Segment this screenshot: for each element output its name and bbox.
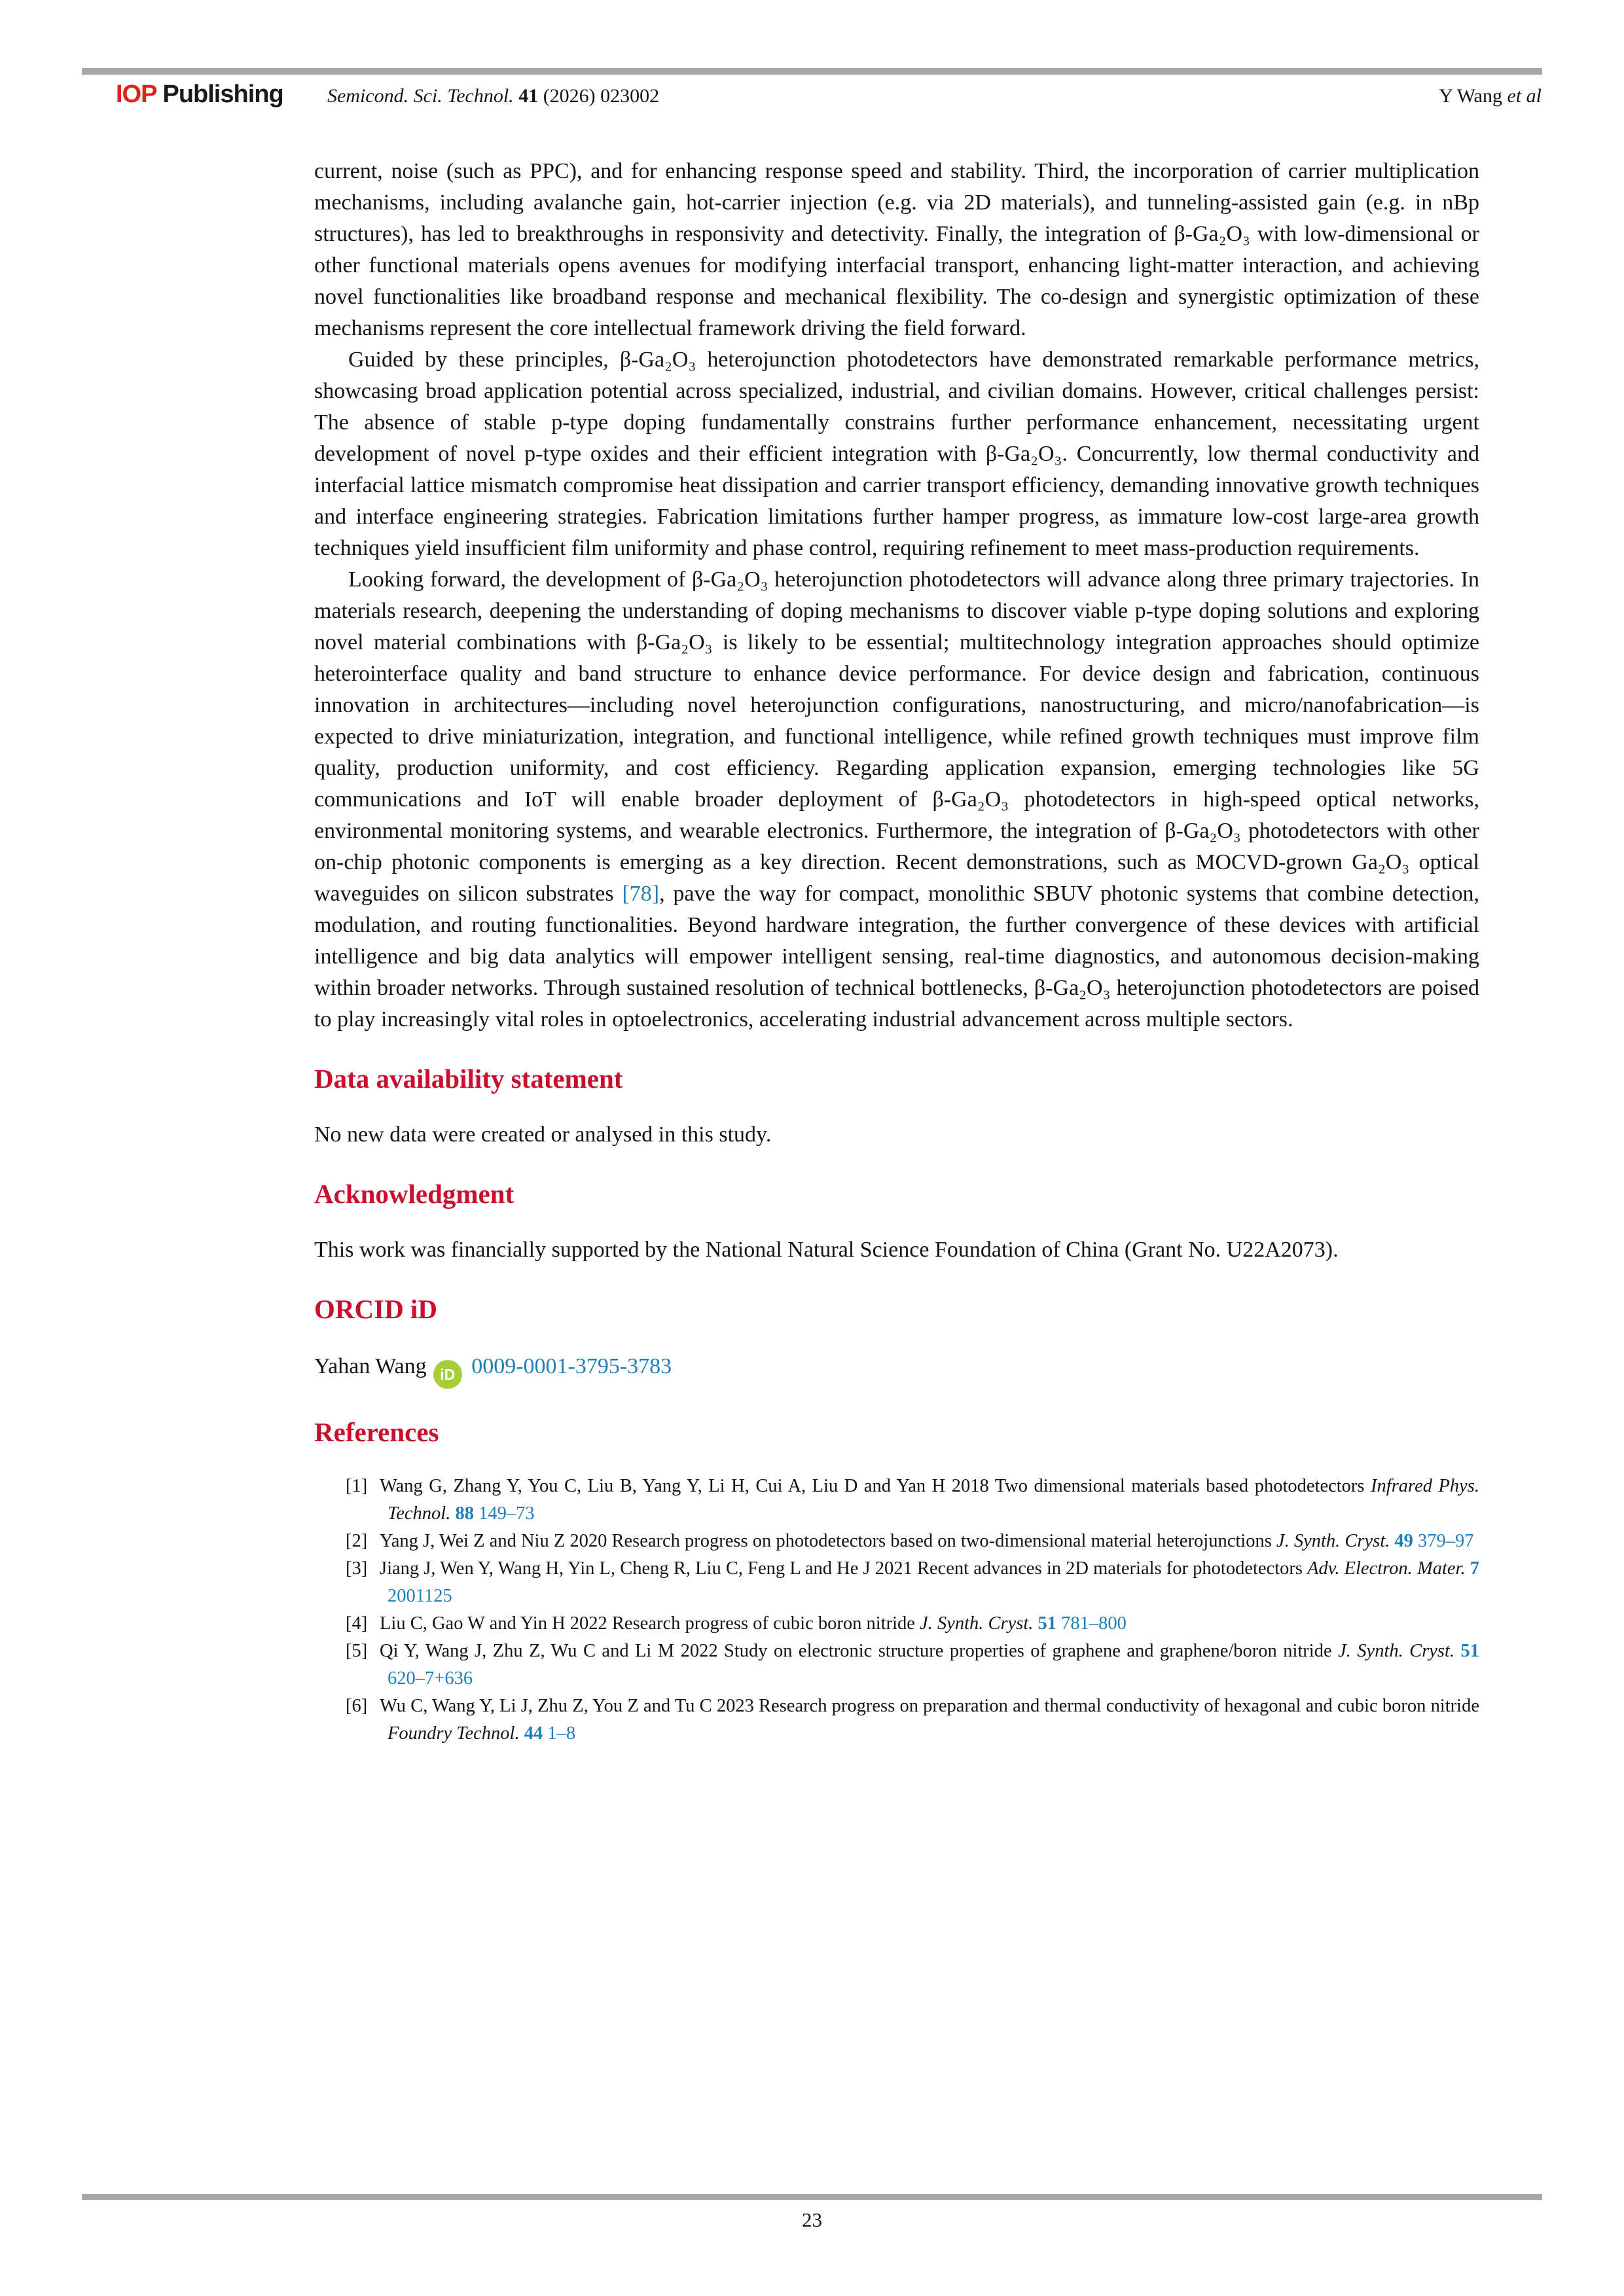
reference-item-3 (346, 1555, 1479, 1610)
reference-number: [2] (346, 1531, 368, 1551)
journal-volume: 41 (518, 85, 539, 107)
reference-item-1 (346, 1473, 1479, 1528)
paragraph-outlook-text-b: , pave the way for compact, monolithic SBUV photonic systems that combine detection, modulation, and routing functionalities. Beyond hardware integration, the further convergence of these devices with artificial intelligence and big data analytics will empower intelligent sensing, real-time diagnostics, and autonomous decision-making within broader networks. Through sustained resolution of technical bottlenecks, β-Ga₂O₃ heterojunction photodetectors are poised to play increasingly vital roles in optoelectronics, accelerating industrial advancement across multiple sectors. (314, 882, 1480, 1031)
reference-text: Qi Y, Wang J, Zhu Z, Wu C and Li M 2022 Study on electronic structure properties of graphene and graphene/boron nitride (380, 1641, 1332, 1661)
reference-volume-link[interactable]: 49 (1394, 1531, 1413, 1551)
references-heading: References (314, 1417, 439, 1447)
paragraph-outlook-text-a: Looking forward, the development of β-Ga₂O₃ heterojunction photodetectors will advance along three primary trajectories. In materials research, deepening the understanding of doping mechanisms to discover viable p-type doping solutions and exploring novel material combinations with β-Ga₂O₃ is likely to be essential; multitechnology integration approaches should optimize heterointerface quality and band structure to enhance device performance. For device design and fabrication, continuous innovation in architectures—including novel heterojunction configurations, nanostructuring, and micro/nanofabrication—is expected to drive miniaturization, integration, and functional intelligence, while refined growth techniques must improve film quality, production uniformity, and cost efficiency. Regarding application expansion, emerging technologies like 5G communications and IoT will enable broader deployment of β-Ga₂O₃ photodetectors in high-speed optical networks, environmental monitoring systems, and wearable electronics. Furthermore, the integration of β-Ga₂O₃ photodetectors with other on-chip photonic components is emerging as a key direction. Recent demonstrations, such as MOCVD-grown Ga₂O₃ optical waveguides on silicon substrates (314, 567, 1479, 906)
reference-pages-link[interactable]: 379–97 (1418, 1531, 1474, 1551)
reference-number: [5] (346, 1641, 368, 1661)
reference-journal: J. Synth. Cryst. (1276, 1531, 1390, 1551)
reference-volume-link[interactable]: 88 (455, 1503, 474, 1524)
reference-pages-link[interactable]: 1–8 (547, 1723, 576, 1744)
paragraph-challenges: Guided by these principles, β-Ga₂O₃ heterojunction photodetectors have demonstrated remarkable performance metrics, showcasing broad application potential across specialized, industrial, and civilian domains. However, critical challenges persist: The absence of stable p-type doping fundamentally constrains further performance enhancement, necessitating urgent development of novel p-type oxides and their efficient integration with β-Ga₂O₃. Concurrently, low thermal conductivity and interfacial lattice mismatch compromise heat dissipation and carrier transport efficiency, demanding innovative growth techniques and interface engineering strategies. Fabrication limitations further hamper progress, as immature low-cost large-area growth techniques yield insufficient film uniformity and phase control, requiring refinement to meet mass-production requirements. (314, 348, 1479, 560)
paragraph-mechanisms: current, noise (such as PPC), and for enhancing response speed and stability. Third, the incorporation of carrier multiplication mechanisms, including avalanche gain, hot-carrier injection (e.g. via 2D materials), and tunneling-assisted gain (e.g. in nBp structures), has led to breakthroughs in responsivity and detectivity. Finally, the integration of β-Ga₂O₃ with low-dimensional or other functional materials opens avenues for modifying interfacial transport, enhancing light-matter interaction, and achieving novel functionalities like broadband response and mechanical flexibility. The co-design and synergistic optimization of these mechanisms represent the core intellectual framework driving the field forward. (314, 159, 1479, 340)
reference-number: [4] (346, 1613, 368, 1634)
orcid-heading: ORCID iD (314, 1294, 437, 1324)
reference-text: Liu C, Gao W and Yin H 2022 Research progress of cubic boron nitride (380, 1613, 915, 1634)
paragraph-outlook (314, 564, 1479, 1035)
data-availability-text: No new data were created or analysed in this study. (314, 1122, 772, 1147)
orcid-line (314, 1350, 1479, 1389)
header-rule (82, 68, 1542, 75)
reference-pages-link[interactable]: 2001125 (388, 1586, 452, 1606)
reference-pages-link[interactable]: 149–73 (478, 1503, 535, 1524)
reference-item-5 (346, 1638, 1479, 1693)
article-body (314, 156, 1479, 1748)
reference-journal: Adv. Electron. Mater. (1307, 1558, 1466, 1579)
reference-number: [1] (346, 1476, 368, 1496)
reference-journal: J. Synth. Cryst. (920, 1613, 1034, 1634)
reference-text: Wang G, Zhang Y, You C, Liu B, Yang Y, Li H, Cui A, Liu D and Yan H 2018 Two dimensional materials based photodetectors (380, 1476, 1365, 1496)
publishing-logo-text: Publishing (162, 81, 283, 108)
running-author-name: Y Wang (1439, 85, 1502, 107)
reference-item-6 (346, 1693, 1479, 1748)
orcid-author-name: Yahan Wang (314, 1354, 427, 1378)
reference-item-2 (346, 1528, 1479, 1555)
reference-number: [3] (346, 1558, 368, 1579)
reference-journal: Foundry Technol. (388, 1723, 520, 1744)
iop-logo-text: IOP (116, 81, 157, 108)
orcid-id-link[interactable]: 0009-0001-3795-3783 (471, 1354, 672, 1378)
running-head-author (1439, 84, 1542, 109)
publisher-logo (116, 80, 283, 109)
reference-journal: J. Synth. Cryst. (1338, 1641, 1455, 1661)
reference-volume-link[interactable]: 51 (1460, 1641, 1480, 1661)
orcid-icon[interactable]: iD (433, 1360, 462, 1389)
reference-text: Jiang J, Wen Y, Wang H, Yin L, Cheng R, Liu C, Feng L and He J 2021 Recent advances in 2D materials for photodetectors (380, 1558, 1303, 1579)
acknowledgment-heading: Acknowledgment (314, 1179, 514, 1209)
reference-volume-link[interactable]: 44 (524, 1723, 543, 1744)
reference-item-4 (346, 1610, 1479, 1638)
reference-volume-link[interactable]: 7 (1470, 1558, 1480, 1579)
reference-pages-link[interactable]: 620–7+636 (388, 1668, 473, 1689)
data-availability-heading: Data availability statement (314, 1064, 623, 1094)
journal-citation (327, 84, 659, 109)
reference-list (346, 1473, 1479, 1748)
journal-issue-info: (2026) 023002 (543, 85, 660, 107)
journal-name: Semicond. Sci. Technol. (327, 85, 514, 107)
reference-text: Yang J, Wei Z and Niu Z 2020 Research progress on photodetectors based on two-dimensional material heterojunctions (380, 1531, 1272, 1551)
footer-rule (82, 2194, 1542, 2200)
reference-journal: Infrared Phys. Technol. (388, 1476, 1480, 1524)
reference-volume-link[interactable]: 51 (1038, 1613, 1056, 1634)
reference-pages-link[interactable]: 781–800 (1061, 1613, 1127, 1634)
acknowledgment-text: This work was financially supported by the National Natural Science Foundation of China (Grant No. U22A2073). (314, 1238, 1339, 1262)
reference-text: Wu C, Wang Y, Li J, Zhu Z, You Z and Tu C 2023 Research progress on preparation and thermal conductivity of hexagonal and cubic boron nitride (380, 1696, 1479, 1716)
reference-number: [6] (346, 1696, 368, 1716)
running-author-etal: et al (1507, 85, 1542, 107)
page-number: 23 (802, 2208, 822, 2231)
citation-link-78[interactable]: [78] (622, 882, 660, 906)
